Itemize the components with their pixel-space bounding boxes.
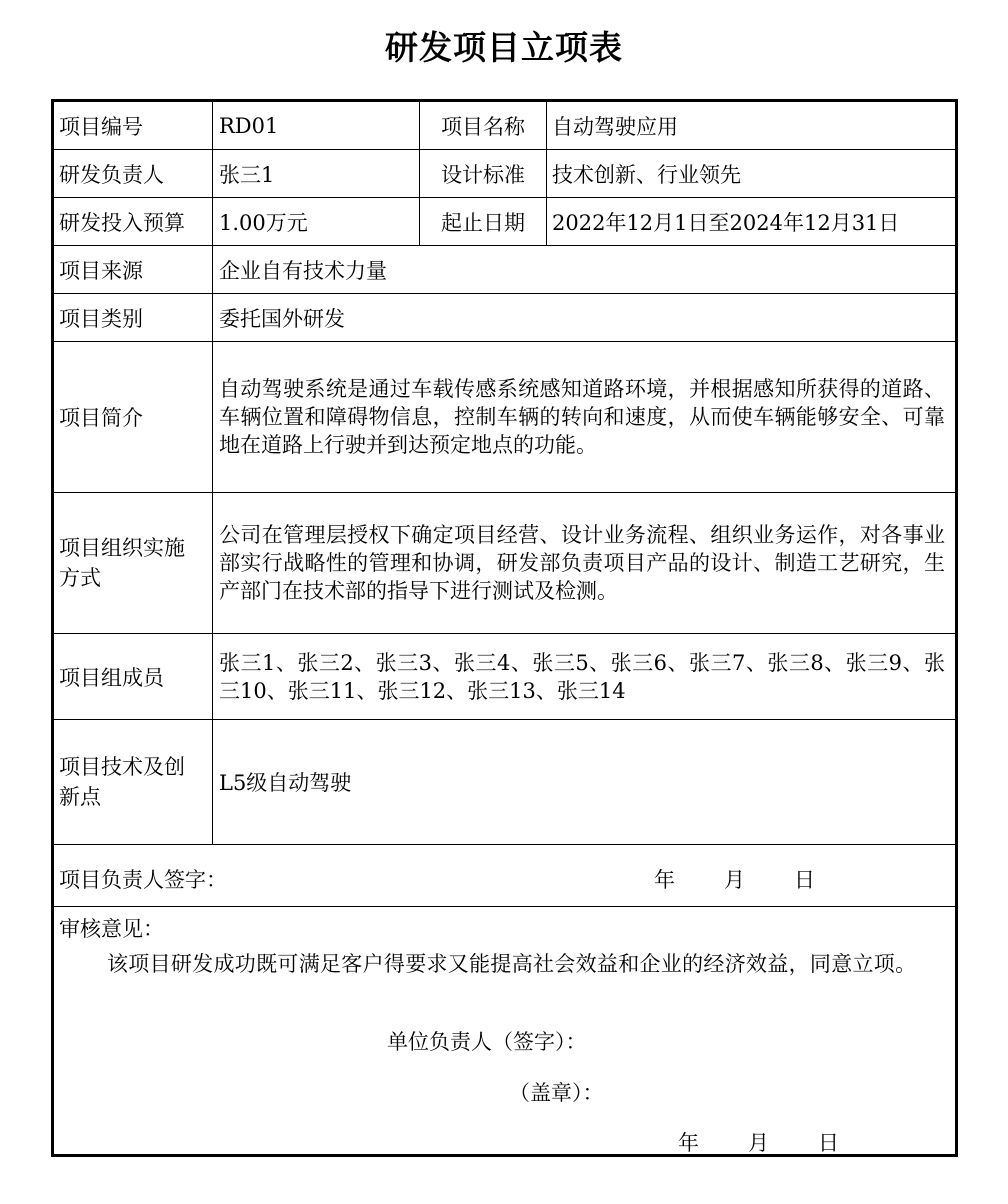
- code-label: 项目编号: [54, 102, 213, 149]
- tech-label: 项目技术及创新点: [54, 720, 213, 844]
- budget-value[interactable]: 1.00万元: [213, 198, 420, 245]
- standard-label: 设计标准: [420, 150, 547, 197]
- row-category: [54, 294, 955, 342]
- row-leader: [54, 150, 955, 198]
- sign-month: 月: [724, 868, 745, 892]
- review-day: 日: [818, 1131, 839, 1155]
- project-form: [51, 99, 958, 1157]
- standard-value[interactable]: 技术创新、行业领先: [552, 162, 741, 187]
- intro-value[interactable]: 自动驾驶系统是通过车载传感系统感知道路环境，并根据感知所获得的道路、车辆位置和障碍物信息，控制车辆的转向和速度，从而使车辆能够安全、可靠地在道路上行驶并到达预定地点的功能。: [219, 377, 945, 457]
- row-budget: [54, 198, 955, 246]
- source-label: 项目来源: [54, 246, 213, 293]
- category-value[interactable]: 委托国外研发: [219, 306, 345, 331]
- page-title: 研发项目立项表: [385, 28, 623, 67]
- tech-value[interactable]: L5级自动驾驶: [219, 771, 352, 795]
- org-label: 项目组织实施方式: [54, 493, 213, 633]
- seal-label: （盖章）：: [509, 1081, 604, 1105]
- intro-label: 项目简介: [54, 342, 213, 492]
- code-value[interactable]: RD01: [213, 102, 420, 149]
- source-value[interactable]: 企业自有技术力量: [219, 258, 387, 283]
- review-month: 月: [748, 1131, 769, 1155]
- row-tech: [54, 720, 955, 845]
- row-members: [54, 634, 955, 720]
- members-label: 项目组成员: [54, 634, 213, 719]
- name-label: 项目名称: [420, 102, 547, 149]
- row-intro: [54, 342, 955, 493]
- review-date[interactable]: [678, 1127, 839, 1157]
- sign-year: 年: [654, 868, 675, 892]
- unit-sign-label: 单位负责人（签字）：: [387, 1030, 587, 1054]
- name-value[interactable]: 自动驾驶应用: [552, 114, 678, 139]
- members-value[interactable]: 张三1、张三2、张三3、张三4、张三5、张三6、张三7、张三8、张三9、张三10、张三11、张三12、张三13、张三14: [219, 650, 945, 703]
- sign-day: 日: [794, 868, 815, 892]
- org-value[interactable]: 公司在管理层授权下确定项目经营、设计业务流程、组织业务运作，对各事业部实行战略性的管理和协调，研发部负责项目产品的设计、制造工艺研究，生产部门在技术部的指导下进行测试及检测。: [219, 523, 945, 603]
- row-sign: [54, 845, 955, 907]
- review-year: 年: [678, 1131, 699, 1155]
- leader-label: 研发负责人: [54, 150, 213, 197]
- leader-value[interactable]: 张三1: [213, 150, 420, 197]
- sign-label: 项目负责人签字：: [59, 868, 227, 892]
- review-label: 审核意见：: [59, 917, 164, 941]
- period-label: 起止日期: [420, 198, 547, 245]
- review-text[interactable]: 该项目研发成功既可满足客户得要求又能提高社会效益和企业的经济效益，同意立项。: [107, 952, 917, 976]
- budget-label: 研发投入预算: [54, 198, 213, 245]
- period-value[interactable]: 2022年12月1日至2024年12月31日: [552, 210, 900, 235]
- row-source: [54, 246, 955, 294]
- row-org: [54, 493, 955, 634]
- sign-date[interactable]: [654, 864, 815, 894]
- row-code: [54, 102, 955, 150]
- category-label: 项目类别: [54, 294, 213, 341]
- review-section: [54, 907, 955, 1154]
